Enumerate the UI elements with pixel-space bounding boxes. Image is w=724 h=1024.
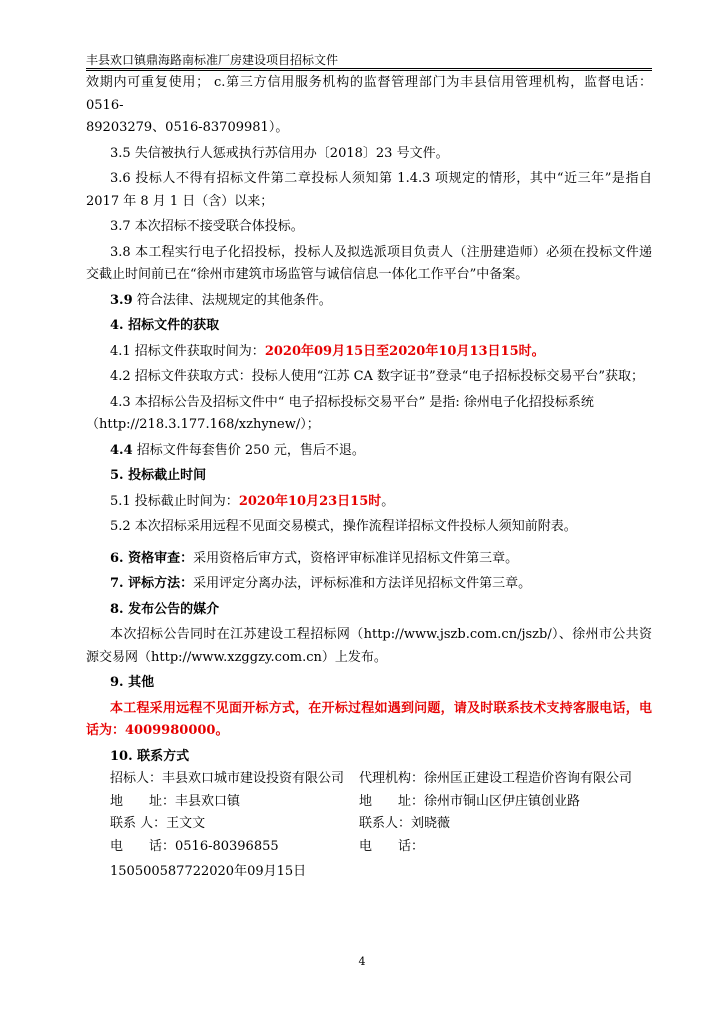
paragraph-6-head: 6. 资格审查： — [110, 550, 194, 566]
paragraph-4-3b: （http://218.3.177.168/xzhynew/）； — [86, 417, 320, 432]
paragraph-4-1 — [86, 341, 652, 364]
page-number: 4 — [358, 955, 366, 968]
heading-9: 9. 其他 — [110, 675, 155, 690]
paragraph-7 — [86, 573, 652, 596]
paragraph-8: 本次招标公告同时在江苏建设工程招标网（http://www.jszb.com.cn/jszb/）、徐州市公共资源交易网（http://www.xzggzy.com.cn）上发布。 — [86, 627, 652, 665]
contact-row — [86, 836, 652, 859]
contact-agent-person: 联系人：刘晓薇 — [359, 816, 451, 831]
paragraph-3-9 — [86, 290, 652, 313]
contact-row — [86, 791, 652, 814]
paragraph-5-1-deadline: 2020年10月23日15时 — [238, 493, 382, 509]
heading-10: 10. 联系方式 — [110, 748, 190, 764]
paragraph-tail-date: 150500587722020年09月15日 — [110, 864, 307, 879]
paragraph-3-7: 3.7 本次招标不接受联合体投标。 — [110, 219, 304, 234]
heading-8: 8. 发布公告的媒介 — [110, 601, 220, 617]
paragraph-5-1 — [86, 491, 652, 514]
header-rule-thin — [86, 70, 652, 71]
contact-row — [86, 813, 652, 836]
paragraph-3-9-text: 符合法律、法规规定的其他条件。 — [132, 292, 332, 308]
paragraph-7-text: 采用评定分离办法，评标标准和方法详见招标文件第三章。 — [193, 576, 532, 591]
heading-4: 4. 招标文件的获取 — [110, 318, 220, 333]
paragraph-9: 本工程采用远程不见面开标方式，在开标过程如遇到问题，请及时联系技术支持客服电话，电话为：4009980000。 — [86, 700, 652, 738]
paragraph-3-9-number: 3.9 — [110, 292, 133, 308]
paragraph-4-4 — [86, 440, 652, 463]
contact-tenderer-person: 联系 人：王文文 — [110, 816, 206, 831]
paragraph-3-5: 3.5 失信被执行人惩戒执行苏信用办〔2018〕23 号文件。 — [110, 145, 449, 161]
contact-tenderer: 招标人：丰县欢口城市建设投资有限公司 — [110, 771, 345, 786]
contact-agent-address: 地 址：徐州市铜山区伊庄镇创业路 — [359, 793, 581, 809]
paragraph-credit-b: 89203279、0516-83709981）。 — [86, 120, 289, 135]
paragraph-4-1-dates: 2020年09月15日至2020年10月13日15时。 — [264, 343, 545, 359]
document-body — [86, 72, 652, 884]
paragraph-4-4-number: 4.4 — [110, 442, 133, 458]
paragraph-3-8: 3.8 本工程实行电子化招投标，投标人及拟选派项目负责人（注册建造师）必须在投标文件递交截止时间前已在“徐州市建筑市场监管与诚信信息一体化工作平台”中备案。 — [86, 244, 652, 282]
paragraph-5-1-lead: 5.1 投标截止时间为： — [110, 493, 239, 509]
paragraph-6 — [86, 548, 652, 571]
paragraph-7-head: 7. 评标方法： — [110, 576, 194, 591]
paragraph-5-1-tail: 。 — [381, 493, 395, 509]
contact-tenderer-phone: 电 话：0516-80396855 — [110, 838, 279, 854]
contact-row — [86, 768, 652, 791]
paragraph-4-2: 4.2 招标文件获取方式：投标人使用“江苏 CA 数字证书”登录“电子招标投标交易平台”获取； — [110, 369, 644, 384]
paragraph-5-2: 5.2 本次招标采用远程不见面交易模式，操作流程详招标文件投标人须知前附表。 — [110, 519, 577, 534]
paragraph-4-3a: 4.3 本招标公告及招标文件中“ 电子招标投标交易平台” 是指: 徐州电子化招投标系统 — [110, 394, 594, 410]
header-rule — [86, 68, 652, 69]
heading-5: 5. 投标截止时间 — [110, 468, 207, 483]
page-header: 丰县欢口镇鼎海路南标准厂房建设项目招标文件 — [86, 53, 339, 67]
paragraph-4-1-lead: 4.1 招标文件获取时间为： — [110, 343, 265, 359]
paragraph-3-6: 3.6 投标人不得有招标文件第二章投标人须知第 1.4.3 项规定的情形，其中“近三年”是指自 2017 年 8 月 1 日（含）以来； — [86, 171, 652, 209]
paragraph-4-4-text: 招标文件每套售价 250 元，售后不退。 — [132, 442, 365, 458]
contact-agent-phone: 电 话： — [359, 838, 425, 854]
contact-tenderer-address: 地 址：丰县欢口镇 — [110, 793, 241, 809]
contact-agent: 代理机构：徐州匡正建设工程造价咨询有限公司 — [359, 771, 633, 786]
paragraph-credit-a: 效期内可重复使用； c.第三方信用服务机构的监督管理部门为丰县信用管理机构，监督电话： 0516- — [86, 75, 652, 113]
paragraph-6-text: 采用资格后审方式，资格评审标准详见招标文件第三章。 — [193, 550, 519, 566]
